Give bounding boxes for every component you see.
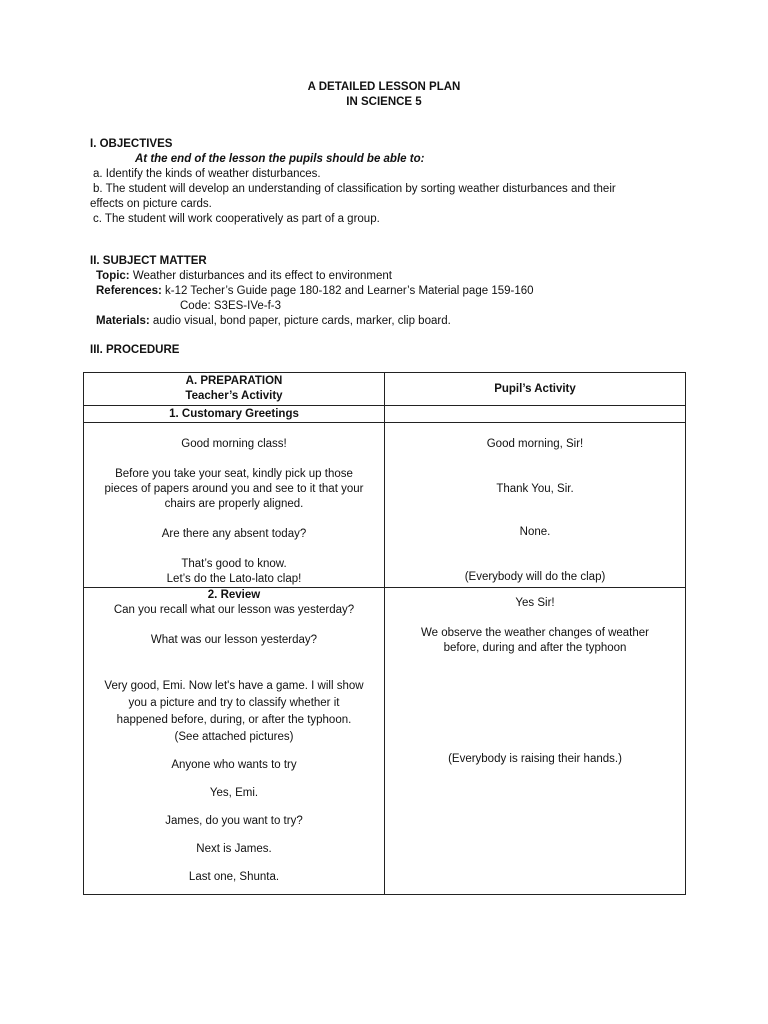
objectives-heading: I. OBJECTIVES xyxy=(90,138,173,150)
pupil-line: Thank You, Sir. xyxy=(496,483,574,495)
teacher-line: you a picture and try to classify whether it xyxy=(128,697,340,709)
table-row xyxy=(84,423,686,588)
teacher-line: (See attached pictures) xyxy=(174,731,294,743)
teacher-activity-header xyxy=(84,373,385,406)
materials-line xyxy=(90,314,710,329)
teacher-line: James, do you want to try? xyxy=(165,815,303,827)
objective-item: effects on picture cards. xyxy=(90,198,212,210)
objective-item: a. Identify the kinds of weather disturbances. xyxy=(93,168,321,180)
procedure-table xyxy=(83,372,686,895)
objectives-section xyxy=(90,137,710,227)
pupil-line: We observe the weather changes of weather xyxy=(420,627,649,639)
topic-value: Weather disturbances and its effect to environment xyxy=(132,270,392,282)
pupil-line: (Everybody will do the clap) xyxy=(464,571,606,583)
table-row xyxy=(84,588,686,895)
procedure-section xyxy=(90,343,710,358)
pupil-line: (Everybody is raising their hands.) xyxy=(448,753,622,765)
teacher-line: That’s good to know. xyxy=(181,558,287,570)
materials-label: Materials: xyxy=(96,315,150,327)
teacher-line: Next is James. xyxy=(196,843,272,855)
pupil-line: Good morning, Sir! xyxy=(486,438,584,450)
pupil-line: before, during and after the typhoon xyxy=(443,642,627,654)
references-label: References: xyxy=(96,285,162,297)
code-line: Code: S3ES-IVe-f-3 xyxy=(180,300,281,312)
objective-item: b. The student will develop an understanding of classification by sorting weather disturbances and their xyxy=(93,183,616,195)
pupil-line: Yes Sir! xyxy=(515,597,555,609)
greetings-teacher-cell xyxy=(84,423,385,588)
references-value: k-12 Techer’s Guide page 180-182 and Learner’s Material page 159-160 xyxy=(165,285,534,297)
table-header-row xyxy=(84,373,686,406)
teacher-line: Before you take your seat, kindly pick up those xyxy=(115,468,353,480)
objective-item: c. The student will work cooperatively as part of a group. xyxy=(93,213,380,225)
teacher-line: Last one, Shunta. xyxy=(188,871,280,883)
materials-value: audio visual, bond paper, picture cards, marker, clip board. xyxy=(152,315,451,327)
teacher-line: chairs are properly aligned. xyxy=(164,498,304,510)
teacher-line: Yes, Emi. xyxy=(209,787,259,799)
review-teacher-cell xyxy=(84,588,385,895)
teacher-line: Very good, Emi. Now let's have a game. I will show xyxy=(104,680,364,692)
references-line xyxy=(90,284,710,299)
empty-cell xyxy=(385,406,686,423)
subject-matter-heading: II. SUBJECT MATTER xyxy=(90,255,207,267)
review-pupil-cell xyxy=(385,588,686,895)
teacher-line: happened before, during, or after the typhoon. xyxy=(116,714,352,726)
subject-matter-section xyxy=(90,254,710,329)
teacher-line: Let’s do the Lato-lato clap! xyxy=(166,573,302,585)
teacher-activity-heading: Teacher’s Activity xyxy=(185,390,283,402)
pupil-activity-header: Pupil’s Activity xyxy=(385,373,686,406)
topic-label: Topic: xyxy=(96,270,130,282)
teacher-line: pieces of papers around you and see to it that your xyxy=(104,483,364,495)
review-title: 2. Review xyxy=(207,589,261,601)
teacher-line: Are there any absent today? xyxy=(161,528,307,540)
pupil-line: None. xyxy=(519,526,551,538)
teacher-line: Can you recall what our lesson was yesterday? xyxy=(113,604,355,616)
document-subtitle: IN SCIENCE 5 xyxy=(346,96,422,108)
greetings-pupil-cell xyxy=(385,423,686,588)
teacher-line: Good morning class! xyxy=(181,438,287,450)
procedure-heading: III. PROCEDURE xyxy=(90,344,180,356)
teacher-line: What was our lesson yesterday? xyxy=(150,634,318,646)
table-row xyxy=(84,406,686,423)
teacher-line: Anyone who wants to try xyxy=(171,759,297,771)
document-title: A DETAILED LESSON PLAN xyxy=(307,81,461,93)
objectives-intro: At the end of the lesson the pupils should be able to: xyxy=(135,153,425,165)
customary-greetings-title: 1. Customary Greetings xyxy=(84,406,385,423)
preparation-heading: A. PREPARATION xyxy=(185,375,283,387)
topic-line xyxy=(90,269,710,284)
